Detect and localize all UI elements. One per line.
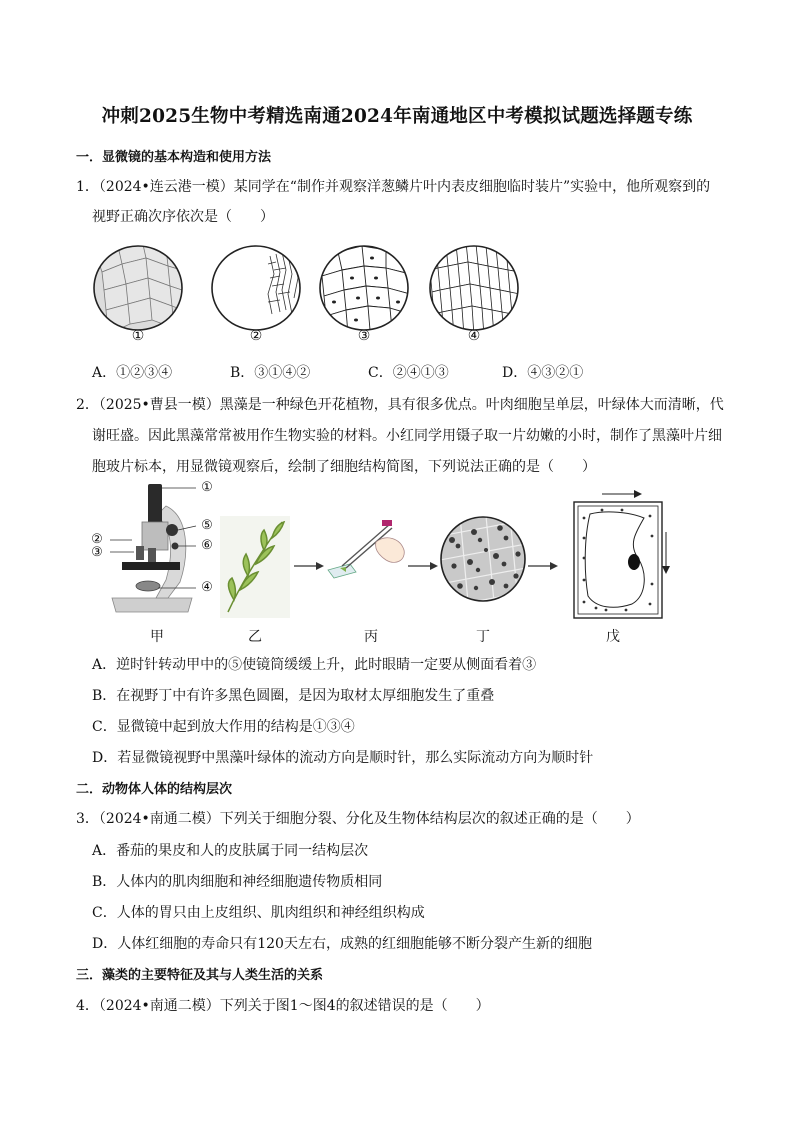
q1-field-2-image [210, 244, 302, 332]
figure-label-yi: 乙 [248, 629, 262, 645]
section-heading-1: 一．显微镜的基本构造和使用方法 [76, 150, 272, 165]
q1-field-3-image [318, 244, 410, 332]
q1-caption-1: ① [131, 328, 145, 344]
q1-caption-3: ③ [357, 328, 371, 344]
q2-stem-line-1: 2．（2025•曹县一模）黑藻是一种绿色开花植物，具有很多优点。叶肉细胞呈单层，叶绿体大而清晰，代 [76, 397, 724, 413]
q3-option-c[interactable]: C．人体的胃只由上皮组织、肌肉组织和神经组织构成 [92, 905, 425, 921]
q1-option-c[interactable]: C．②④①③ [368, 365, 449, 381]
section-heading-2: 二．动物体人体的结构层次 [76, 782, 233, 797]
q1-option-a[interactable]: A．①②③④ [92, 365, 173, 381]
q3-option-a[interactable]: A．番茄的果皮和人的皮肤属于同一结构层次 [92, 843, 369, 859]
q3-stem-line-1: 3．（2024•南通二模）下列关于细胞分裂、分化及生物体结构层次的叙述正确的是（ ） [76, 811, 640, 827]
arrow-right-icon [294, 560, 324, 572]
q1-caption-2: ② [249, 328, 263, 344]
q3-option-d[interactable]: D．人体红细胞的寿命只有120天左右，成熟的红细胞能够不断分裂产生新的细胞 [92, 936, 592, 952]
q2-option-c[interactable]: C．显微镜中起到放大作用的结构是①③④ [92, 719, 355, 735]
microscope-part-3-label: ③ [91, 545, 103, 560]
q1-option-d[interactable]: D．④③②① [502, 365, 584, 381]
q2-stem-line-3: 胞玻片标本，用显微镜观察后，绘制了细胞结构简图，下列说法正确的是（ ） [92, 459, 596, 475]
q3-option-b[interactable]: B．人体内的肌肉细胞和神经细胞遗传物质相同 [92, 874, 383, 890]
q1-caption-4: ④ [467, 328, 481, 344]
cell-diagram-image [566, 488, 670, 624]
microscope-part-6-label: ⑥ [201, 538, 213, 553]
section-heading-3: 三．藻类的主要特征及其与人类生活的关系 [76, 968, 324, 983]
arrow-right-icon [408, 560, 438, 572]
page-title: 冲刺2025生物中考精选南通2024年南通地区中考模拟试题选择题专练 [101, 106, 693, 127]
q1-stem-line-1: 1．（2024•连云港一模）某同学在“制作并观察洋葱鳞片叶内表皮细胞临时装片”实验中，他所观察到的 [76, 179, 711, 195]
q2-option-b[interactable]: B．在视野丁中有许多黑色圆圈，是因为取材太厚细胞发生了重叠 [92, 688, 495, 704]
elodea-plant-image [220, 516, 290, 618]
q1-stem-line-2: 视野正确次序依次是（ ） [92, 209, 274, 225]
q1-field-4-image [428, 244, 520, 332]
q2-option-d[interactable]: D．若显微镜视野中黑藻叶绿体的流动方向是顺时针，那么实际流动方向为顺时针 [92, 750, 594, 766]
q1-field-1-image [92, 244, 184, 332]
q2-stem-line-2: 谢旺盛。因此黑藻常常被用作生物实验的材料。小红同学用镊子取一片幼嫩的小时，制作了黑藻叶片细 [92, 428, 722, 444]
microscope-part-2-label: ② [91, 532, 103, 547]
figure-label-ding: 丁 [476, 629, 490, 645]
q4-stem-line-1: 4．（2024•南通二模）下列关于图1～图4的叙述错误的是（ ） [76, 998, 490, 1014]
figure-label-wu: 戊 [606, 629, 620, 645]
q2-option-a[interactable]: A．逆时针转动甲中的⑤使镜筒缓缓上升，此时眼睛一定要从侧面看着③ [92, 657, 537, 673]
microscope-part-5-label: ⑤ [201, 518, 213, 533]
figure-label-jia: 甲 [150, 629, 164, 645]
q1-option-b[interactable]: B．③①④② [230, 365, 311, 381]
slide-preparation-image [326, 520, 408, 580]
microscope-part-1-label: ① [201, 480, 213, 495]
arrow-right-icon [528, 560, 558, 572]
figure-label-bing: 丙 [364, 629, 378, 645]
microscope-view-image [440, 516, 526, 602]
microscope-part-4-label: ④ [201, 580, 213, 595]
